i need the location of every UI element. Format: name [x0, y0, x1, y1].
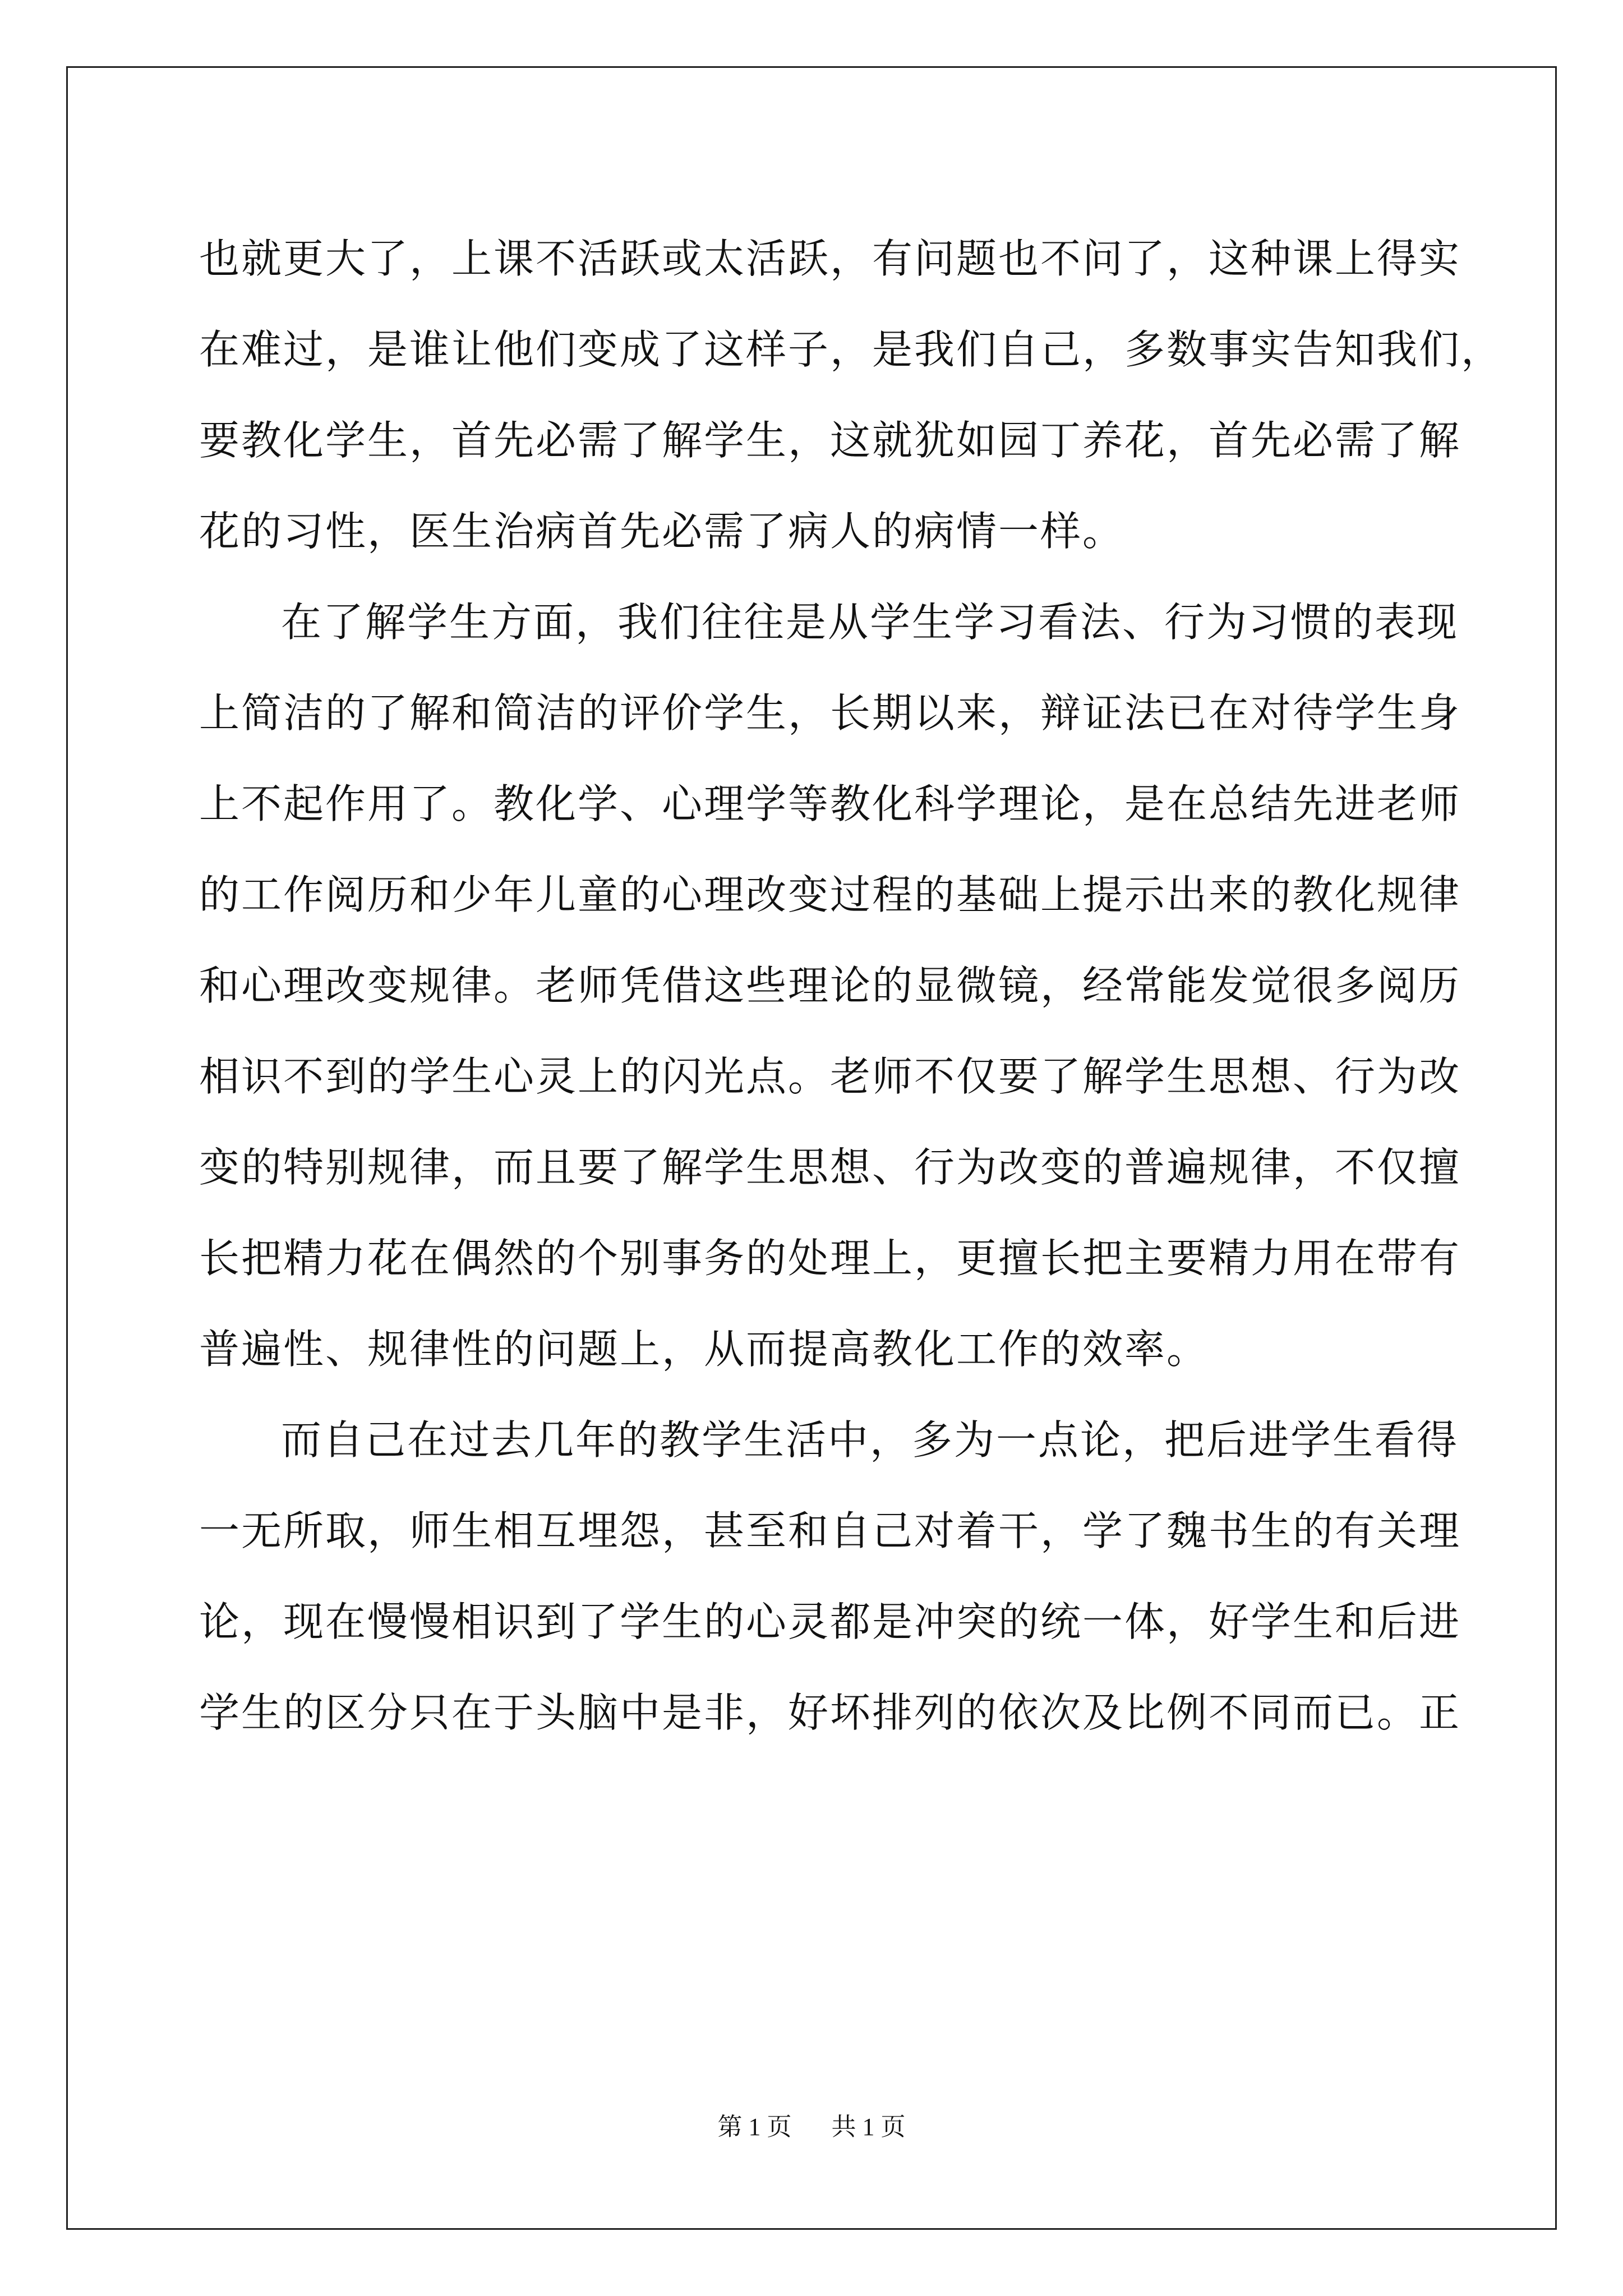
text-line: 和心理改变规律。老师凭借这些理论的显微镜，经常能发觉很多阅历	[199, 962, 1461, 1009]
text-line: 在了解学生方面，我们往往是从学生学习看法、行为习惯的表现	[281, 599, 1459, 646]
text-line: 而自己在过去几年的教学生活中，多为一点论，把后进学生看得	[281, 1416, 1459, 1464]
text-line: 长把精力花在偶然的个别事务的处理上，更擅长把主要精力用在带有	[199, 1235, 1461, 1282]
text-line: 一无所取，师生相互埋怨，甚至和自己对着干，学了魏书生的有关理	[199, 1507, 1461, 1554]
paragraph	[199, 213, 1504, 577]
paragraph	[199, 1395, 1461, 1758]
text-line: 变的特别规律，而且要了解学生思想、行为改变的普遍规律，不仅擅	[199, 1144, 1461, 1191]
text-line: 相识不到的学生心灵上的闪光点。老师不仅要了解学生思想、行为改	[199, 1053, 1461, 1100]
text-line: 在难过，是谁让他们变成了这样子，是我们自己，多数事实告知我们，	[199, 326, 1504, 373]
document-body	[199, 213, 1504, 1758]
page-total: 共 1 页	[831, 2113, 906, 2141]
text-line: 上不起作用了。教化学、心理学等教化科学理论，是在总结先进老师	[199, 780, 1461, 827]
page-footer	[0, 2106, 1623, 2142]
text-line: 论，现在慢慢相识到了学生的心灵都是冲突的统一体，好学生和后进	[199, 1598, 1461, 1645]
page-number: 第 1 页	[717, 2113, 792, 2141]
text-line: 的工作阅历和少年儿童的心理改变过程的基础上提示出来的教化规律	[199, 871, 1461, 918]
text-line: 学生的区分只在于头脑中是非，好坏排列的依次及比例不同而已。正	[199, 1689, 1461, 1736]
text-line: 上简洁的了解和简洁的评价学生，长期以来，辩证法已在对待学生身	[199, 689, 1461, 737]
text-line: 也就更大了，上课不活跃或太活跃，有问题也不问了，这种课上得实	[199, 235, 1461, 282]
text-line: 要教化学生，首先必需了解学生，这就犹如园丁养花，首先必需了解	[199, 417, 1461, 464]
text-line: 普遍性、规律性的问题上，从而提高教化工作的效率。	[199, 1326, 1209, 1373]
paragraph	[199, 577, 1461, 1395]
text-line: 花的习性，医生治病首先必需了病人的病情一样。	[199, 508, 1125, 555]
